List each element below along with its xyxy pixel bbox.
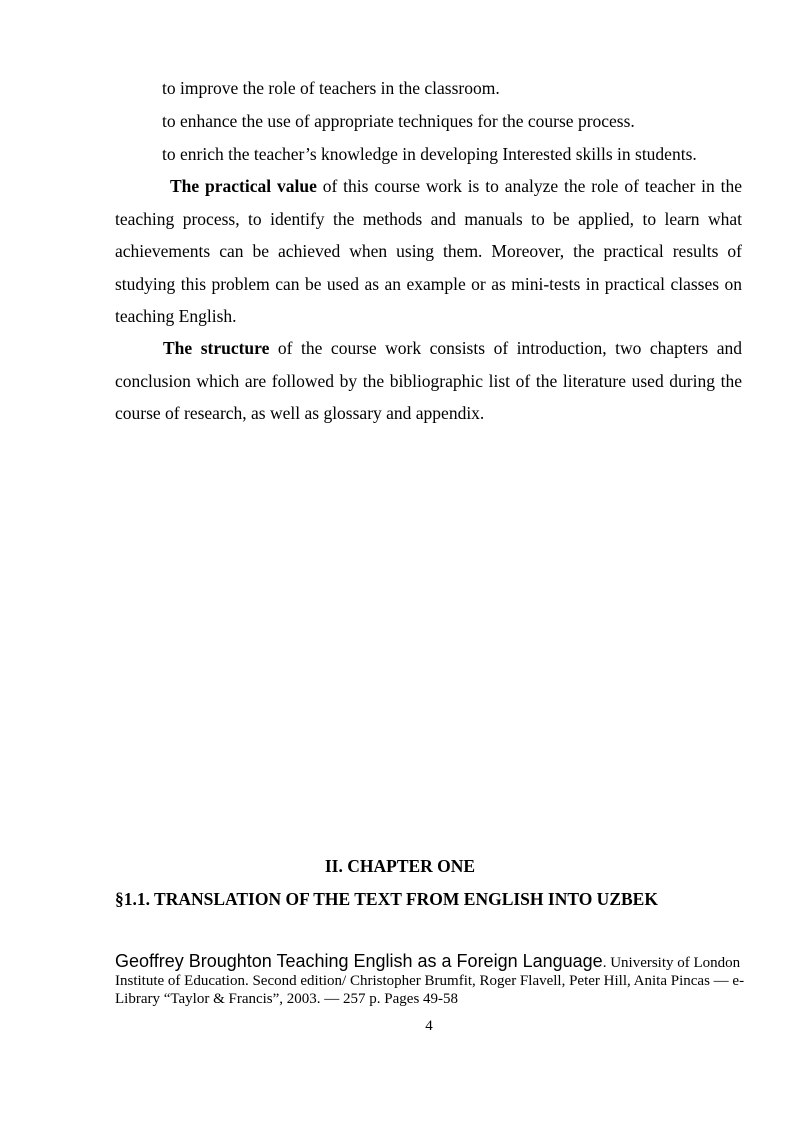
source-citation <box>115 952 745 1008</box>
section-heading: §1.1. TRANSLATION OF THE TEXT FROM ENGLISH INTO UZBEK <box>115 889 658 909</box>
practical-value-label: The practical value <box>170 176 317 196</box>
practical-value-text: of this course work is to analyze the role of teacher in the teaching process, to identify the methods and manuals to be applied, to learn what achievements can be achieved when using them. Moreover, the practical results of studying this problem can be used as an example or as mini-tests in practical classes on teaching English. <box>115 176 742 327</box>
structure-paragraph <box>115 332 742 430</box>
source-details: . University of London Institute of Education. Second edition/ Christopher Brumfit, Roger Flavell, Peter Hill, Anita Pincas — e-Library “Taylor & Francis”, 2003. — 257 p. Pages 49-58 <box>115 955 745 1007</box>
objective-item-2: to enhance the use of appropriate techniques for the course process. <box>162 111 635 131</box>
structure-text: of the course work consists of introduction, two chapters and conclusion which are followed by the bibliographic list of the literature used during the course of research, as well as glossary and appendix. <box>115 338 742 424</box>
structure-label: The structure <box>163 338 270 358</box>
objective-item-3: to enrich the teacher’s knowledge in developing Interested skills in students. <box>162 144 697 164</box>
source-title: Geoffrey Broughton Teaching English as a Foreign Language <box>115 951 603 971</box>
page-number: 4 <box>425 1018 433 1034</box>
objective-item-1: to improve the role of teachers in the classroom. <box>162 78 500 98</box>
chapter-heading: II. CHAPTER ONE <box>324 856 476 876</box>
practical-value-paragraph <box>115 170 742 333</box>
